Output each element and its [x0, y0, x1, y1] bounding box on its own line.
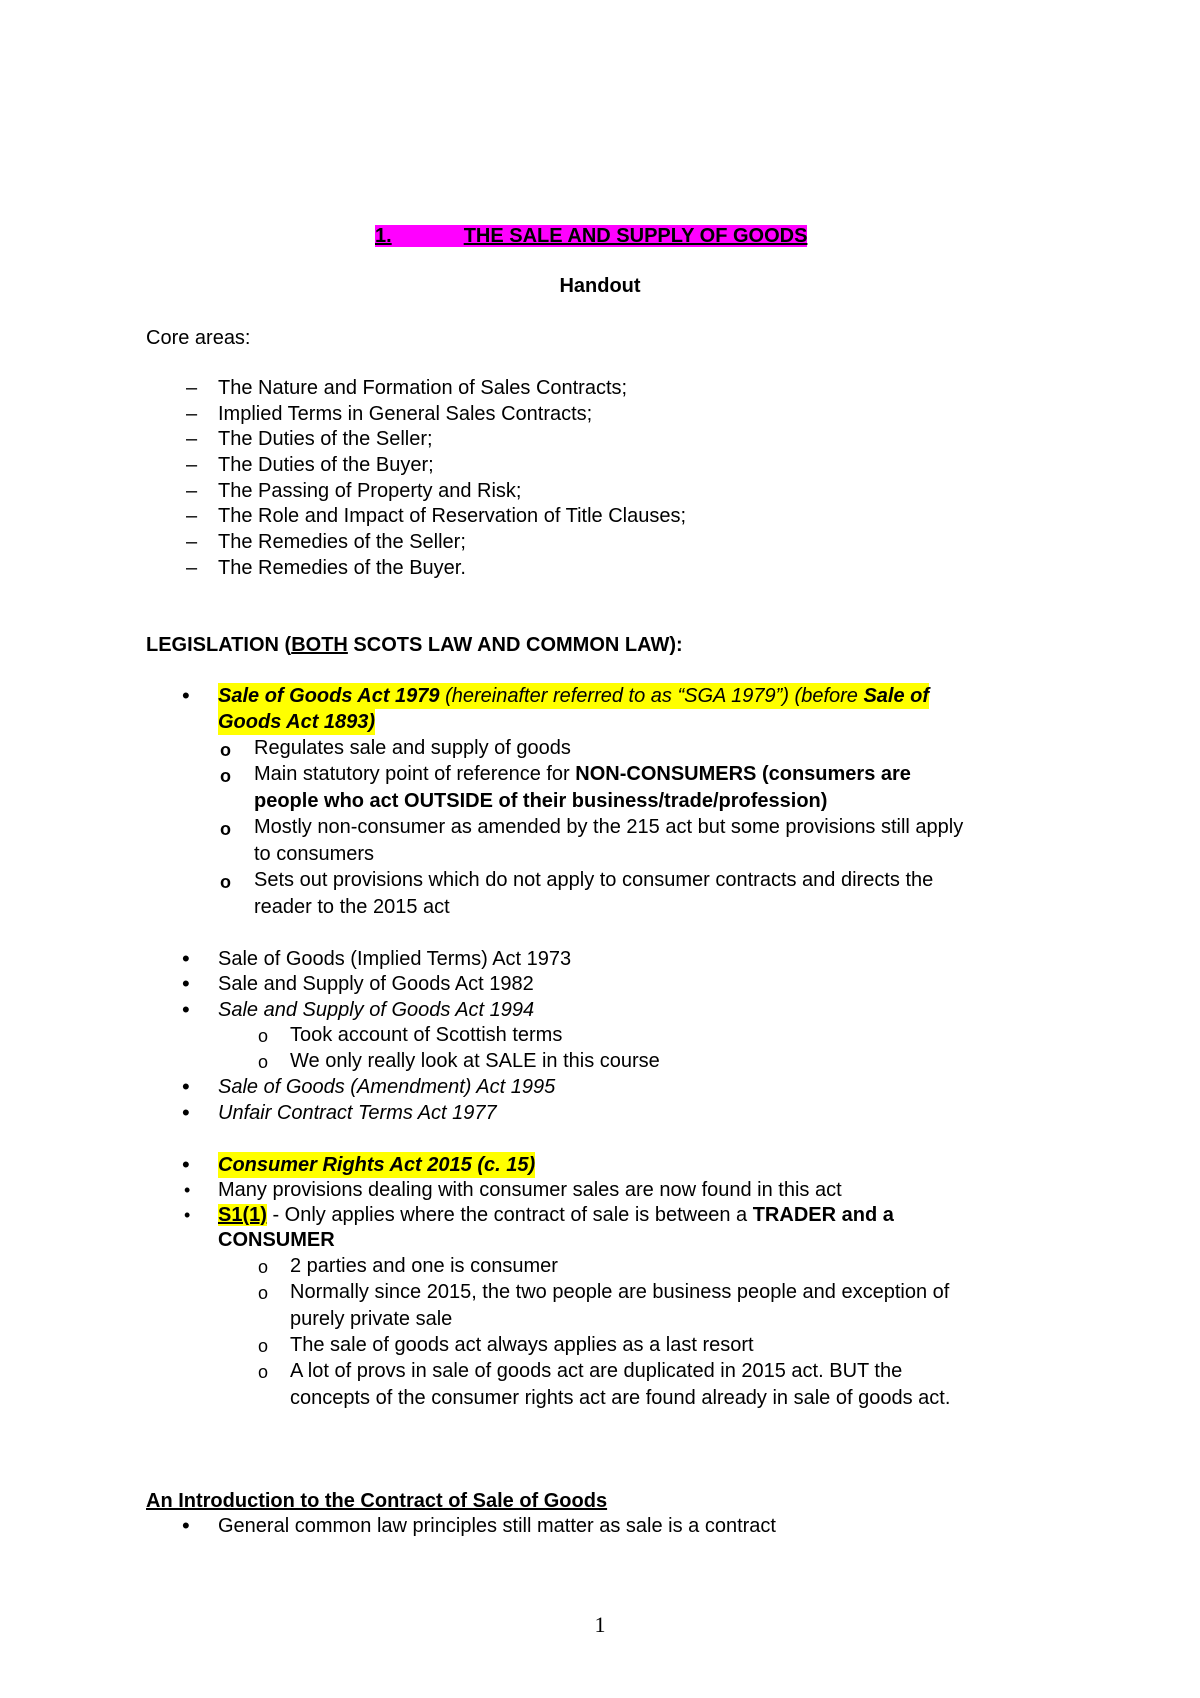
list-item: The Role and Impact of Reservation of Title Clauses; — [218, 505, 687, 527]
dash-bullet: – — [186, 454, 198, 476]
circle-bullet-icon: o — [258, 1336, 269, 1356]
document-subtitle: Handout — [559, 275, 641, 297]
list-item: Sets out provisions which do not apply to consumer contracts and directs the — [254, 869, 934, 891]
title-text: THE SALE AND SUPPLY OF GOODS — [463, 225, 808, 247]
dash-bullet: – — [186, 428, 198, 450]
circle-bullet-icon: o — [258, 1052, 269, 1072]
page-number: 1 — [594, 1612, 606, 1637]
list-item: Sale of Goods (Implied Terms) Act 1973 — [218, 948, 572, 970]
cra-2015-line: Consumer Rights Act 2015 (c. 15) — [218, 1154, 536, 1176]
bullet-icon: • — [184, 1205, 191, 1225]
list-item: reader to the 2015 act — [254, 896, 450, 918]
list-item: Sale and Supply of Goods Act 1982 — [218, 973, 534, 995]
list-item: Sale of Goods (Amendment) Act 1995 — [218, 1076, 556, 1098]
list-item: The Passing of Property and Risk; — [218, 480, 522, 502]
dash-bullet: – — [186, 403, 198, 425]
bullet-icon: • — [182, 683, 190, 708]
circle-bullet-icon: o — [220, 819, 231, 839]
bullet-icon: • — [182, 1100, 190, 1125]
list-item: Many provisions dealing with consumer sales are now found in this act — [218, 1179, 842, 1201]
bullet-icon: • — [182, 946, 190, 971]
list-item: Took account of Scottish terms — [290, 1024, 563, 1046]
list-item: General common law principles still matter as sale is a contract — [218, 1515, 776, 1537]
list-item: The Duties of the Buyer; — [218, 454, 434, 476]
list-item: We only really look at SALE in this course — [290, 1050, 660, 1072]
list-item: concepts of the consumer rights act are found already in sale of goods act. — [290, 1387, 951, 1409]
list-item: The Remedies of the Seller; — [218, 531, 466, 553]
list-item: The sale of goods act always applies as a last resort — [290, 1334, 754, 1356]
dash-bullet: – — [186, 480, 198, 502]
dash-bullet: – — [186, 377, 198, 399]
circle-bullet-icon: o — [258, 1026, 269, 1046]
dash-bullet: – — [186, 531, 198, 553]
circle-bullet-icon: o — [258, 1283, 269, 1303]
list-item: Unfair Contract Terms Act 1977 — [218, 1102, 497, 1124]
circle-bullet-icon: o — [258, 1257, 269, 1277]
title-number: 1. — [375, 225, 392, 247]
list-item: 2 parties and one is consumer — [290, 1255, 558, 1277]
dash-bullet: – — [186, 557, 198, 579]
bullet-icon: • — [182, 1074, 190, 1099]
core-areas-label: Core areas: — [146, 327, 251, 349]
list-item: Implied Terms in General Sales Contracts; — [218, 403, 593, 425]
list-item: Mostly non-consumer as amended by the 215 act but some provisions still apply — [254, 816, 964, 838]
bullet-icon: • — [182, 1513, 190, 1538]
bullet-icon: • — [182, 997, 190, 1022]
document-title — [375, 223, 807, 249]
bullet-icon: • — [182, 971, 190, 996]
list-item: Regulates sale and supply of goods — [254, 737, 571, 759]
list-item: purely private sale — [290, 1308, 453, 1330]
list-item: The Nature and Formation of Sales Contracts; — [218, 377, 628, 399]
list-item: The Duties of the Seller; — [218, 428, 433, 450]
bullet-icon: • — [182, 1152, 190, 1177]
circle-bullet-icon: o — [220, 872, 231, 892]
list-item: Main statutory point of reference for NON-CONSUMERS (consumers are — [254, 763, 911, 785]
sga-1979-line: Sale of Goods Act 1979 (hereinafter referred to as “SGA 1979”) (before Sale of — [218, 685, 930, 707]
list-item: A lot of provs in sale of goods act are duplicated in 2015 act. BUT the — [290, 1360, 903, 1382]
intro-heading: An Introduction to the Contract of Sale of Goods — [146, 1490, 608, 1512]
sga-1893-line: Goods Act 1893) — [218, 711, 376, 733]
list-item: to consumers — [254, 843, 375, 865]
list-item: people who act OUTSIDE of their business/trade/profession) — [254, 790, 828, 812]
legislation-heading: LEGISLATION (BOTH SCOTS LAW AND COMMON LAW): — [146, 634, 683, 656]
list-item: The Remedies of the Buyer. — [218, 557, 466, 579]
s1-line: S1(1) - Only applies where the contract of sale is between a TRADER and a — [218, 1204, 894, 1226]
list-item: Sale and Supply of Goods Act 1994 — [218, 999, 535, 1021]
circle-bullet-icon: o — [258, 1362, 269, 1382]
dash-bullet: – — [186, 505, 198, 527]
circle-bullet-icon: o — [220, 740, 231, 760]
list-item: Normally since 2015, the two people are business people and exception of — [290, 1281, 950, 1303]
circle-bullet-icon: o — [220, 766, 231, 786]
s1-consumer-line: CONSUMER — [218, 1229, 335, 1251]
bullet-icon: • — [184, 1180, 191, 1200]
